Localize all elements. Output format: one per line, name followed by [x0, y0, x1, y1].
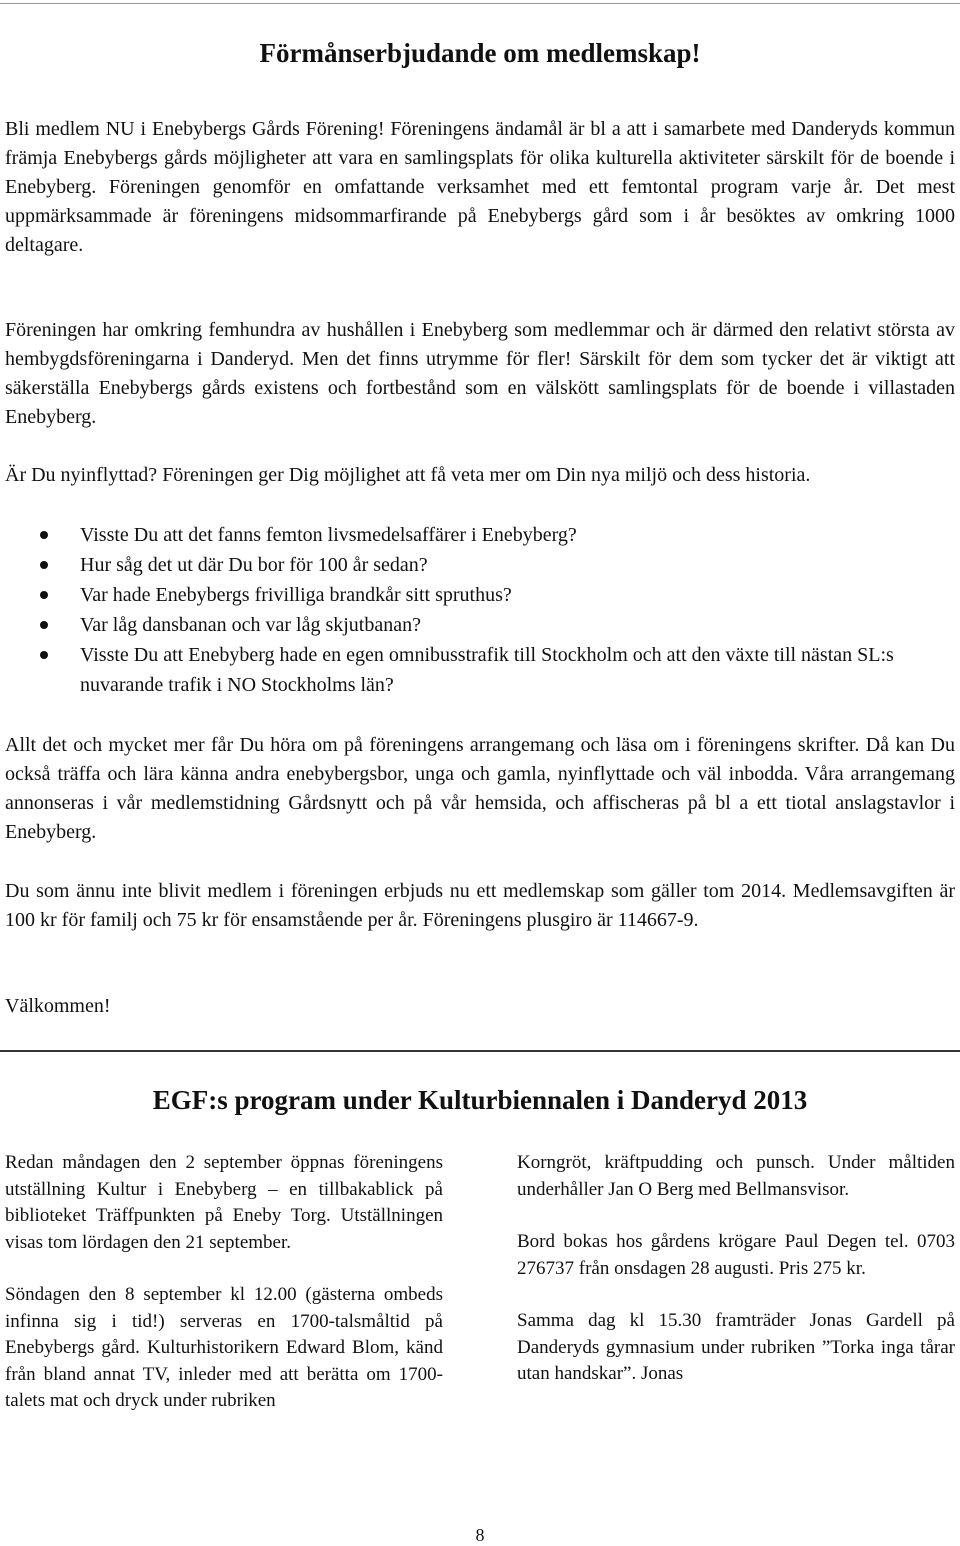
- welcome-text: Välkommen!: [5, 995, 111, 1017]
- offer-paragraph: Du som ännu inte blivit medlem i föreningen erbjuds nu ett medlemskap som gäller tom 2014. Medlemsavgiften är 100 kr för familj och 75 kr för ensamstående per år. Föreningens plusgiro är 114667-9.: [5, 880, 955, 931]
- list-item-text: Visste Du att det fanns femton livsmedelsaffärer i Enebyberg?: [80, 524, 577, 546]
- membership-heading: Förmånserbjudande om medlemskap!: [259, 38, 701, 68]
- bullet-icon: [40, 651, 48, 659]
- newcomer-paragraph: Är Du nyinflyttad? Föreningen ger Dig möjlighet att få veta mer om Din nya miljö och dess historia.: [5, 464, 811, 486]
- list-item-text: Var låg dansbanan och var låg skjutbanan?: [80, 614, 421, 636]
- list-item: [40, 520, 955, 550]
- program-heading: EGF:s program under Kulturbiennalen i Danderyd 2013: [152, 1085, 808, 1115]
- list-item: [40, 610, 955, 640]
- right-column-paragraph: Korngröt, kräftpudding och punsch. Under måltiden underhåller Jan O Berg med Bellmansvisor.: [517, 1152, 955, 1200]
- bullet-icon: [40, 561, 48, 569]
- list-item: [40, 640, 955, 700]
- right-column: [517, 1150, 955, 1414]
- events-paragraph: Allt det och mycket mer får Du höra om på föreningens arrangemang och läsa om i föreningens skrifter. Då kan Du också träffa och lära känna andra enebybergsbor, unga och gamla, nyinflyttade och väl inbodda. Våra arrangemang annonseras i vår medlemstidning Gårdsnytt och på vår hemsida, och affischeras på bl a ett tiotal anslagstavlor i Enebyberg.: [5, 734, 955, 843]
- list-item: [40, 550, 955, 580]
- right-column-paragraph: Bord bokas hos gårdens krögare Paul Degen tel. 0703 276737 från onsdagen 28 augusti. Pris 275 kr.: [517, 1231, 955, 1279]
- bullet-icon: [40, 591, 48, 599]
- list-item: [40, 580, 955, 610]
- top-rule: [0, 3, 960, 4]
- left-column-paragraph: Söndagen den 8 september kl 12.00 (gästerna ombeds infinna sig i tid!) serveras en 1700-talsmåltid på Enebybergs gård. Kulturhistorikern Edward Blom, känd från bland annat TV, inleder med att berätta om 1700-talets mat och dryck under rubriken: [5, 1284, 443, 1411]
- members-paragraph: Föreningen har omkring femhundra av hushållen i Enebyberg som medlemmar och är därmed den relativt största av hembygdsföreningarna i Danderyd. Men det finns utrymme för fler! Särskilt för dem som tycker det är viktigt att säkerställa Enebybergs gårds existens och fortbestånd som en välskött samlingsplats för de boende i villastaden Enebyberg.: [5, 319, 955, 428]
- bullet-icon: [40, 531, 48, 539]
- question-list: [40, 520, 955, 700]
- intro-paragraph: Bli medlem NU i Enebybergs Gårds Förening! Föreningens ändamål är bl a att i samarbete med Danderyds kommun främja Enebybergs gårds möjligheter att vara en samlingsplats för olika kulturella aktiviteter särskilt för de boende i Enebyberg. Föreningen genomför en omfattande verksamhet med ett femtontal program varje år. Det mest uppmärksammade är föreningens midsommarfirande på Enebybergs gård som i år besöktes av omkring 1000 deltagare.: [5, 118, 955, 256]
- list-item-text: Visste Du att Enebyberg hade en egen omnibusstrafik till Stockholm och att den växte till nästan SL:s nuvarande trafik i NO Stockholms län?: [80, 644, 894, 696]
- list-item-text: Var hade Enebybergs frivilliga brandkår sitt spruthus?: [80, 584, 512, 606]
- left-column: [5, 1150, 443, 1441]
- bullet-icon: [40, 621, 48, 629]
- section-divider: [0, 1050, 960, 1052]
- left-column-paragraph: Redan måndagen den 2 september öppnas föreningens utställning Kultur i Enebyberg – en tillbakablick på biblioteket Träffpunkten på Eneby Torg. Utställningen visas tom lördagen den 21 september.: [5, 1152, 443, 1253]
- page-number: 8: [475, 1525, 485, 1545]
- right-column-paragraph: Samma dag kl 15.30 framträder Jonas Gardell på Danderyds gymnasium under rubriken ”Torka inga tårar utan handskar”. Jonas: [517, 1310, 955, 1384]
- list-item-text: Hur såg det ut där Du bor för 100 år sedan?: [80, 554, 428, 576]
